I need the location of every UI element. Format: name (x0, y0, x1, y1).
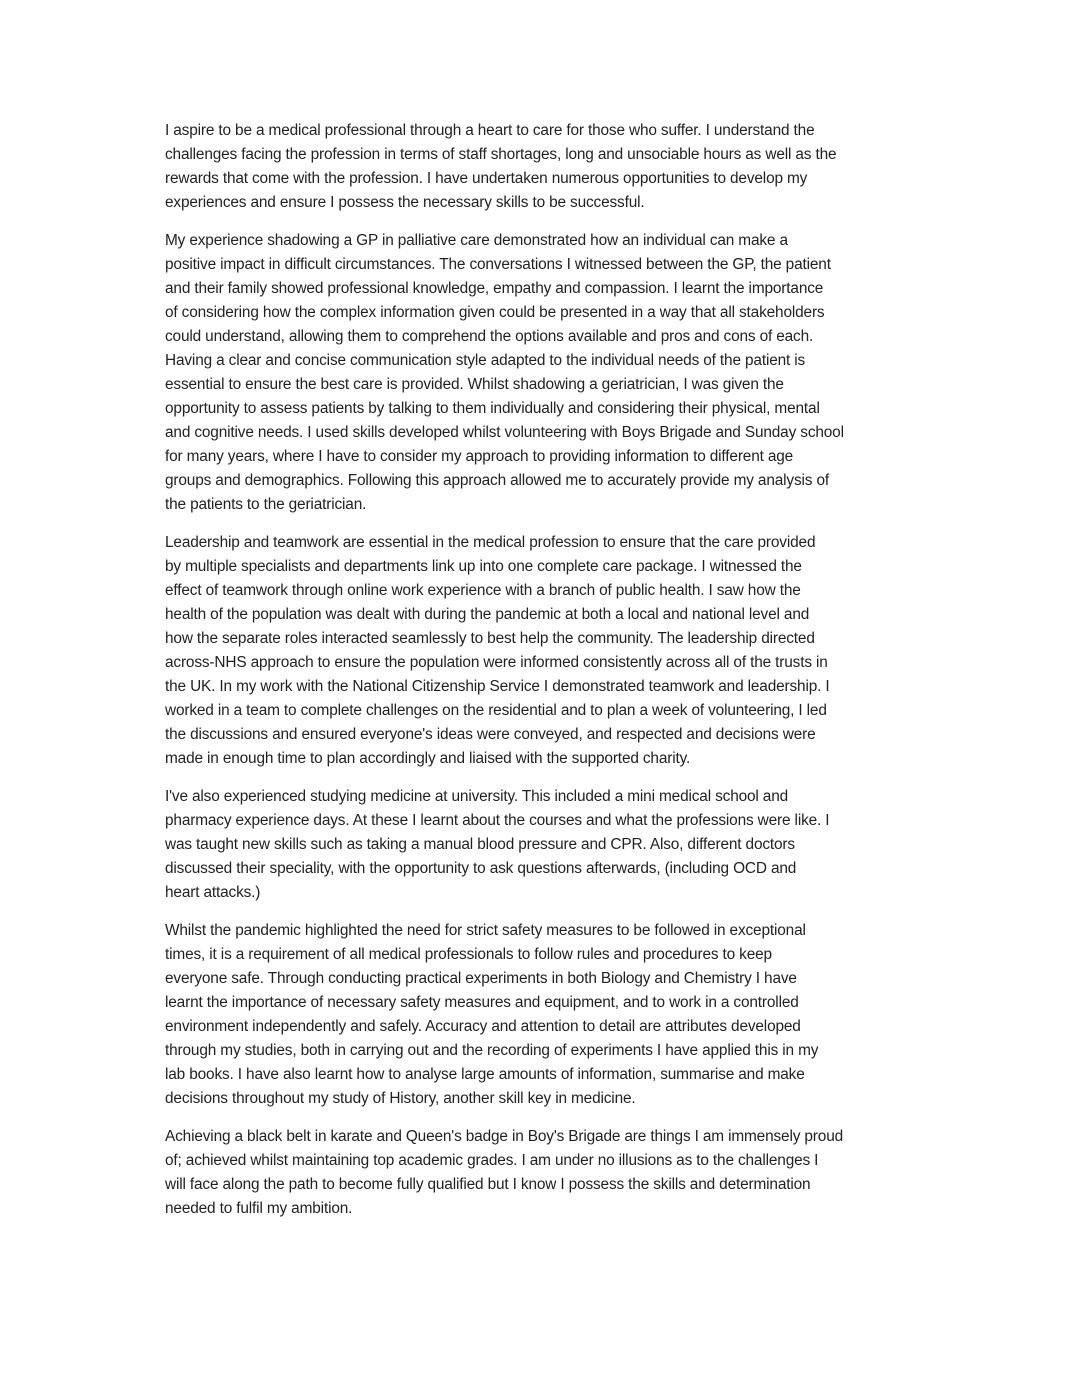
text-line: the discussions and ensured everyone's ideas were conveyed, and respected and decisions were (165, 726, 816, 743)
paragraph (165, 1125, 925, 1221)
paragraph (165, 785, 925, 905)
text-line: environment independently and safely. Accuracy and attention to detail are attributes developed (165, 1018, 801, 1035)
text-line: I aspire to be a medical professional through a heart to care for those who suffer. I understand the (165, 122, 815, 139)
text-line: pharmacy experience days. At these I learnt about the courses and what the professions were like. I (165, 812, 830, 829)
text-line: by multiple specialists and departments link up into one complete care package. I witnessed the (165, 558, 802, 575)
text-line: discussed their speciality, with the opportunity to ask questions afterwards, (including OCD and (165, 860, 797, 877)
text-line: the UK. In my work with the National Citizenship Service I demonstrated teamwork and leadership. I (165, 678, 830, 695)
text-line: challenges facing the profession in terms of staff shortages, long and unsociable hours as well as the (165, 146, 837, 163)
text-line: effect of teamwork through online work experience with a branch of public health. I saw how the (165, 582, 801, 599)
text-line: decisions throughout my study of History, another skill key in medicine. (165, 1090, 636, 1107)
text-line: was taught new skills such as taking a manual blood pressure and CPR. Also, different doctors (165, 836, 795, 853)
text-line: positive impact in difficult circumstances. The conversations I witnessed between the GP, the patient (165, 256, 831, 273)
paragraph (165, 531, 925, 771)
text-line: heart attacks.) (165, 884, 261, 901)
text-line: health of the population was dealt with during the pandemic at both a local and national level and (165, 606, 810, 623)
text-line: through my studies, both in carrying out and the recording of experiments I have applied this in my (165, 1042, 819, 1059)
text-line: rewards that come with the profession. I have undertaken numerous opportunities to develop my (165, 170, 808, 187)
text-line: worked in a team to complete challenges on the residential and to plan a week of volunteering, I led (165, 702, 827, 719)
text-line: made in enough time to plan accordingly and liaised with the supported charity. (165, 750, 691, 767)
text-line: for many years, where I have to consider my approach to providing information to different age (165, 448, 794, 465)
text-line: lab books. I have also learnt how to analyse large amounts of information, summarise and make (165, 1066, 805, 1083)
paragraph (165, 229, 925, 517)
text-line: learnt the importance of necessary safety measures and equipment, and to work in a controlled (165, 994, 799, 1011)
text-line: could understand, allowing them to comprehend the options available and pros and cons of each. (165, 328, 814, 345)
text-line: experiences and ensure I possess the necessary skills to be successful. (165, 194, 645, 211)
text-line: across-NHS approach to ensure the population were informed consistently across all of the trusts in (165, 654, 828, 671)
paragraph (165, 919, 925, 1111)
text-line: Having a clear and concise communication style adapted to the individual needs of the patient is (165, 352, 806, 369)
text-line: and their family showed professional knowledge, empathy and compassion. I learnt the importance (165, 280, 824, 297)
text-line: My experience shadowing a GP in palliative care demonstrated how an individual can make a (165, 232, 788, 249)
text-line: will face along the path to become fully qualified but I know I possess the skills and determination (165, 1176, 811, 1193)
text-line: how the separate roles interacted seamlessly to best help the community. The leadership directed (165, 630, 815, 647)
text-line: everyone safe. Through conducting practical experiments in both Biology and Chemistry I have (165, 970, 797, 987)
personal-statement-page (165, 119, 925, 1235)
text-line: the patients to the geriatrician. (165, 496, 367, 513)
text-line: Leadership and teamwork are essential in the medical profession to ensure that the care provided (165, 534, 816, 551)
paragraph (165, 119, 925, 215)
text-line: essential to ensure the best care is provided. Whilst shadowing a geriatrician, I was given the (165, 376, 784, 393)
text-line: opportunity to assess patients by talking to them individually and considering their physical, mental (165, 400, 820, 417)
text-line: I've also experienced studying medicine at university. This included a mini medical school and (165, 788, 789, 805)
text-line: groups and demographics. Following this approach allowed me to accurately provide my analysis of (165, 472, 829, 489)
text-line: and cognitive needs. I used skills developed whilst volunteering with Boys Brigade and Sunday school (165, 424, 844, 441)
text-line: of considering how the complex information given could be presented in a way that all stakeholders (165, 304, 825, 321)
text-line: times, it is a requirement of all medical professionals to follow rules and procedures to keep (165, 946, 772, 963)
text-line: of; achieved whilst maintaining top academic grades. I am under no illusions as to the challenges I (165, 1152, 819, 1169)
text-line: Achieving a black belt in karate and Queen's badge in Boy's Brigade are things I am immensely proud (165, 1128, 844, 1145)
text-line: Whilst the pandemic highlighted the need for strict safety measures to be followed in exceptional (165, 922, 806, 939)
text-line: needed to fulfil my ambition. (165, 1200, 353, 1217)
